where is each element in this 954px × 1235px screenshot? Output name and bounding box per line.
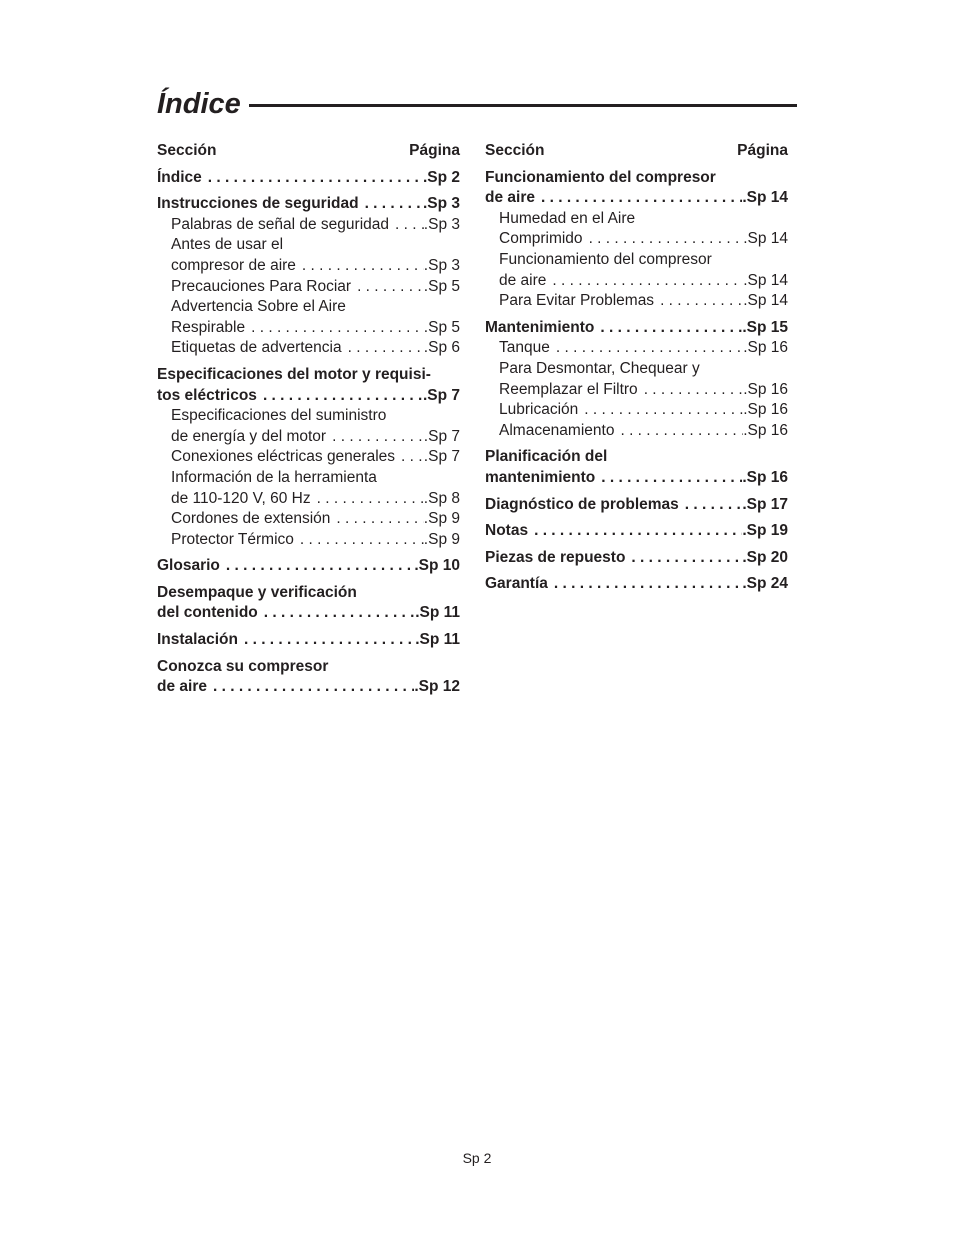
toc-entry-line-text: tos eléctricos (157, 386, 257, 404)
toc-entry-line (485, 468, 788, 489)
toc-entry-line-text: Diagnóstico de problemas (485, 495, 679, 513)
toc-entry (157, 630, 460, 651)
dot-leader (595, 468, 742, 489)
toc-subentry-line-page: .Sp 8 (423, 489, 460, 507)
toc-entry-line (157, 630, 460, 651)
toc-entry (485, 495, 788, 516)
dot-leader (679, 495, 743, 516)
toc-subentry-line-page: .Sp 7 (423, 427, 460, 445)
toc-subentry (157, 338, 460, 359)
dot-leader (257, 386, 423, 407)
toc-subentry-line (499, 271, 788, 292)
toc-entry (485, 574, 788, 595)
dot-leader (326, 427, 424, 448)
dot-leader (546, 271, 743, 292)
toc-subentry-line-text: Respirable (171, 318, 246, 336)
toc-entry-line-page: .Sp 20 (742, 548, 788, 566)
toc-subentry-line-page: .Sp 16 (743, 339, 788, 357)
toc-subentry-line-text: de aire (499, 271, 547, 289)
toc-subentry-title-line: Especificaciones del suministro (171, 407, 387, 425)
dot-leader (535, 188, 742, 209)
toc-entry (485, 318, 788, 442)
page-header-label: Página (409, 142, 460, 159)
toc-entry-line-page: .Sp 2 (422, 168, 460, 186)
toc-entry-line-text: Notas (485, 522, 529, 540)
dot-leader (294, 530, 424, 551)
toc-subentry (485, 338, 788, 359)
toc-subentry-line-text: Para Evitar Problemas (499, 292, 655, 310)
toc-subentry-line (171, 338, 460, 359)
toc-subentry-line (171, 215, 460, 236)
toc-subentry-line-page: .Sp 14 (743, 230, 788, 248)
toc-entry-title-line: Conozca su compresor (157, 657, 329, 675)
dot-leader (245, 318, 424, 339)
toc-entry-line-page: .Sp 7 (422, 386, 460, 404)
toc-subentry-title-line: Advertencia Sobre el Aire (171, 298, 346, 316)
toc-subentry-line (171, 447, 460, 468)
toc-subentry-line-text: Precauciones Para Rociar (171, 277, 352, 295)
toc-subentry-title-line: Antes de usar el (171, 236, 284, 254)
toc-subentry-line-text: Almacenamiento (499, 421, 615, 439)
toc-entry-line-text: Índice (157, 168, 202, 186)
toc-entry (157, 194, 460, 359)
toc-entry (157, 657, 460, 698)
toc-subentry-line-text: Conexiones eléctricas generales (171, 448, 396, 466)
toc-subentry (157, 447, 460, 468)
toc-subentry-line-text: Cordones de extensión (171, 510, 331, 528)
toc-subentry-line-page: .Sp 16 (743, 421, 788, 439)
dot-leader (238, 630, 415, 651)
toc-entry-line (485, 521, 788, 542)
toc-subentry-line-page: .Sp 9 (423, 530, 460, 548)
toc-subentry-line-page: .Sp 16 (743, 380, 788, 398)
toc-entry (485, 521, 788, 542)
toc-entry-line (157, 194, 460, 215)
toc-subentry (157, 277, 460, 298)
section-header: Sección (485, 142, 545, 159)
toc-entry-line-text: Mantenimiento (485, 318, 595, 336)
dot-leader (351, 277, 424, 298)
toc-subentry (485, 250, 788, 291)
toc-subentry-line-text: Protector Térmico (171, 530, 294, 548)
toc-entry-line-page: .Sp 11 (415, 631, 460, 649)
dot-leader (395, 447, 424, 468)
toc-subentry-line-page: .Sp 3 (423, 256, 460, 274)
dot-leader (207, 677, 414, 698)
toc-subentry-line-page: .Sp 3 (423, 215, 460, 233)
toc-subentry-line-text: compresor de aire (171, 256, 296, 274)
page-header (157, 84, 797, 128)
toc-subentry-line (171, 530, 460, 551)
toc-subentry-line-page: .Sp 7 (423, 448, 460, 466)
toc-entry-line (157, 386, 460, 407)
toc-subentry (485, 291, 788, 312)
toc-entry-title-line: Planificación del (485, 448, 608, 466)
toc-entry-line-page: .Sp 10 (414, 557, 460, 575)
toc-subentry (485, 400, 788, 421)
toc-subentry-title-line: Funcionamiento del compresor (499, 250, 712, 268)
toc-subentry (157, 215, 460, 236)
toc-subentry-title-line: Humedad en el Aire (499, 209, 636, 227)
toc-entry-line-text: Piezas de repuesto (485, 548, 626, 566)
toc-subentry (157, 235, 460, 276)
toc-entry-line-page: .Sp 17 (742, 495, 788, 513)
dot-leader (583, 229, 744, 250)
toc-subentry-line (171, 318, 460, 339)
toc-entry-line (157, 556, 460, 577)
toc-subentry-title-line: Información de la herramienta (171, 468, 377, 486)
toc-entry-title-line: Funcionamiento del compresor (485, 168, 716, 186)
toc-subentry-line (499, 229, 788, 250)
dot-leader (311, 489, 424, 510)
toc-subentry-line (171, 427, 460, 448)
toc-entry (157, 556, 460, 577)
toc-entry-line-text: de aire (157, 678, 207, 696)
toc-entry-line-text: Instrucciones de seguridad (157, 195, 359, 213)
dot-leader (359, 194, 423, 215)
dot-leader (578, 400, 743, 421)
dot-leader (342, 338, 424, 359)
section-header: Sección (157, 142, 217, 159)
toc-subentry (485, 421, 788, 442)
dot-leader (202, 168, 423, 189)
page-title: Índice (157, 88, 241, 120)
toc-subentry (157, 509, 460, 530)
toc-subentry (157, 297, 460, 338)
toc-entry-line-text: Garantía (485, 575, 548, 593)
toc-column-right (485, 141, 788, 601)
toc-subentry-line (499, 291, 788, 312)
title-rule (249, 104, 797, 107)
toc-entry-line (157, 677, 460, 698)
toc-entry (157, 168, 460, 189)
toc-subentry-line-page: .Sp 14 (743, 271, 788, 289)
dot-leader (638, 380, 744, 401)
toc-subentry-line-page: .Sp 14 (743, 292, 788, 310)
toc-entry-title-line: Desempaque y verificación (157, 583, 357, 601)
toc-subentry-line-page: .Sp 5 (423, 318, 460, 336)
toc-subentry-line-text: de 110-120 V, 60 Hz (171, 489, 311, 507)
toc-subentry-line (499, 338, 788, 359)
toc-column-left (157, 141, 460, 704)
page-number: Sp 2 (462, 1150, 492, 1166)
toc-entry-line-page: .Sp 3 (422, 195, 460, 213)
toc-entry-line-text: del contenido (157, 604, 258, 622)
toc-entry-line-page: .Sp 19 (742, 522, 788, 540)
toc-subentry-line-text: Palabras de señal de seguridad (171, 215, 390, 233)
dot-leader (550, 338, 743, 359)
toc-subentry-line-text: Reemplazar el Filtro (499, 380, 638, 398)
toc-subentry-line (171, 256, 460, 277)
column-header (485, 141, 788, 162)
toc-entry (485, 168, 788, 312)
dot-leader (528, 521, 742, 542)
toc-subentry-line (499, 400, 788, 421)
toc-subentry-line (499, 421, 788, 442)
toc-subentry-line-page: .Sp 9 (423, 510, 460, 528)
toc-subentry-line (171, 509, 460, 530)
toc-entry (485, 548, 788, 569)
column-header (157, 141, 460, 162)
dot-leader (258, 603, 415, 624)
toc-entry-line-page: .Sp 14 (742, 189, 788, 207)
toc-entry-line-page: .Sp 12 (414, 678, 460, 696)
toc-entry-line-text: Instalación (157, 631, 238, 649)
toc-subentry-line (499, 380, 788, 401)
toc-entry-line-page: .Sp 24 (742, 575, 788, 593)
toc-subentry-line-text: Etiquetas de advertencia (171, 339, 342, 357)
dot-leader (330, 509, 423, 530)
page-header-label: Página (737, 142, 788, 159)
dot-leader (220, 556, 414, 577)
dot-leader (654, 291, 743, 312)
dot-leader (548, 574, 742, 595)
toc-entry (157, 583, 460, 624)
dot-leader (614, 421, 743, 442)
toc-subentry-line (171, 277, 460, 298)
toc-entry-line-text: de aire (485, 189, 535, 207)
toc-subentry-line-page: .Sp 6 (423, 339, 460, 357)
toc-subentry (157, 468, 460, 509)
toc-subentry-line-page: .Sp 16 (743, 401, 788, 419)
dot-leader (389, 215, 424, 236)
toc-entry-line-text: mantenimiento (485, 468, 596, 486)
toc-subentry (157, 406, 460, 447)
toc-subentry-title-line: Para Desmontar, Chequear y (499, 359, 700, 377)
toc-entry-line (157, 168, 460, 189)
toc-subentry-line-text: de energía y del motor (171, 427, 327, 445)
toc-entry-line-text: Glosario (157, 557, 220, 575)
toc-entry-line (157, 603, 460, 624)
toc-subentry-line-page: .Sp 5 (423, 277, 460, 295)
toc-entry-line-page: .Sp 11 (415, 604, 460, 622)
toc-subentry-line-text: Tanque (499, 339, 550, 357)
toc-subentry (485, 359, 788, 400)
toc-subentry (157, 530, 460, 551)
toc-subentry-line (171, 489, 460, 510)
toc-entry-line (485, 495, 788, 516)
dot-leader (594, 318, 742, 339)
toc-entry-line (485, 188, 788, 209)
toc-entry-line (485, 548, 788, 569)
toc-entry-line-page: .Sp 15 (742, 318, 788, 336)
toc-entry (157, 365, 460, 550)
toc-subentry (485, 209, 788, 250)
toc-entry (485, 447, 788, 488)
toc-entry-line (485, 574, 788, 595)
toc-subentry-line-text: Lubricación (499, 401, 579, 419)
dot-leader (625, 548, 742, 569)
dot-leader (296, 256, 424, 277)
toc-subentry-line-text: Comprimido (499, 230, 583, 248)
toc-entry-line-page: .Sp 16 (742, 468, 788, 486)
toc-entry-line (485, 318, 788, 339)
toc-entry-title-line: Especificaciones del motor y requisi- (157, 365, 431, 383)
